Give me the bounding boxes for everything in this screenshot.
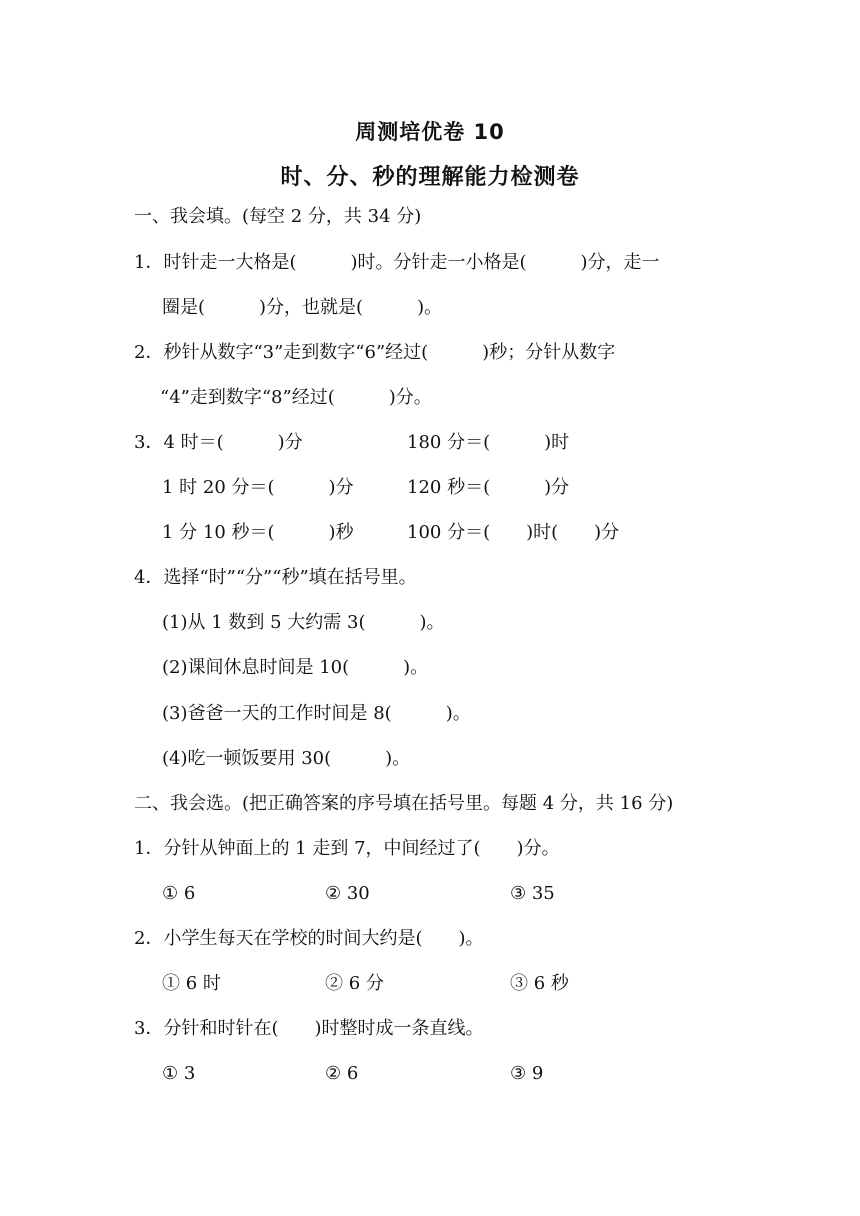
choice-question-3: 3．分针和时针在( )时整时成一条直线。 — [134, 1018, 484, 1039]
question-3-item-6: 100 分＝( )时( )分 — [407, 522, 620, 543]
question-1-line-1: 1．时针走一大格是( )时。分针走一小格是( )分，走一 — [134, 252, 660, 273]
question-2-line-2: “4”走到数字“8”经过( )分。 — [160, 387, 432, 408]
section1-heading: 一、我会填。(每空 2 分，共 34 分) — [134, 206, 422, 227]
question-3-item-5: 1 分 10 秒＝( )秒 — [162, 522, 354, 543]
choice-option: ② 30 — [325, 883, 370, 904]
choice-option: ① 3 — [162, 1063, 196, 1084]
choice-question-1: 1．分针从钟面上的 1 走到 7，中间经过了( )分。 — [134, 838, 560, 859]
question-4-sub-4: (4)吃一顿饭要用 30( )。 — [162, 748, 411, 769]
question-3-item-1: 3．4 时＝( )分 — [134, 432, 303, 453]
page-subtitle: 时、分、秒的理解能力检测卷 — [280, 165, 580, 190]
choice-option: ③ 9 — [510, 1063, 544, 1084]
choice-option: ② 6 分 — [325, 973, 384, 994]
question-3-item-3: 1 时 20 分＝( )分 — [162, 477, 354, 498]
question-4-sub-2: (2)课间休息时间是 10( )。 — [162, 657, 429, 678]
question-3-item-4: 120 秒＝( )分 — [407, 477, 570, 498]
section2-heading: 二、我会选。(把正确答案的序号填在括号里。每题 4 分，共 16 分) — [134, 793, 674, 814]
question-4-sub-1: (1)从 1 数到 5 大约需 3( )。 — [162, 612, 445, 633]
choice-option: ② 6 — [325, 1063, 359, 1084]
page-title: 周测培优卷 10 — [355, 120, 505, 144]
choice-option: ③ 35 — [510, 883, 555, 904]
question-4-stem: 4．选择“时”“分”“秒”填在括号里。 — [134, 567, 417, 588]
question-2-line-1: 2．秒针从数字“3”走到数字“6”经过( )秒；分针从数字 — [134, 342, 616, 363]
question-3-item-2: 180 分＝( )时 — [407, 432, 570, 453]
choice-option: ① 6 — [162, 883, 196, 904]
choice-option: ③ 6 秒 — [510, 973, 569, 994]
question-1-line-2: 圈是( )分，也就是( )。 — [162, 297, 443, 318]
choice-option: ① 6 时 — [162, 973, 221, 994]
question-4-sub-3: (3)爸爸一天的工作时间是 8( )。 — [162, 703, 471, 724]
choice-question-2: 2．小学生每天在学校的时间大约是( )。 — [134, 928, 484, 949]
